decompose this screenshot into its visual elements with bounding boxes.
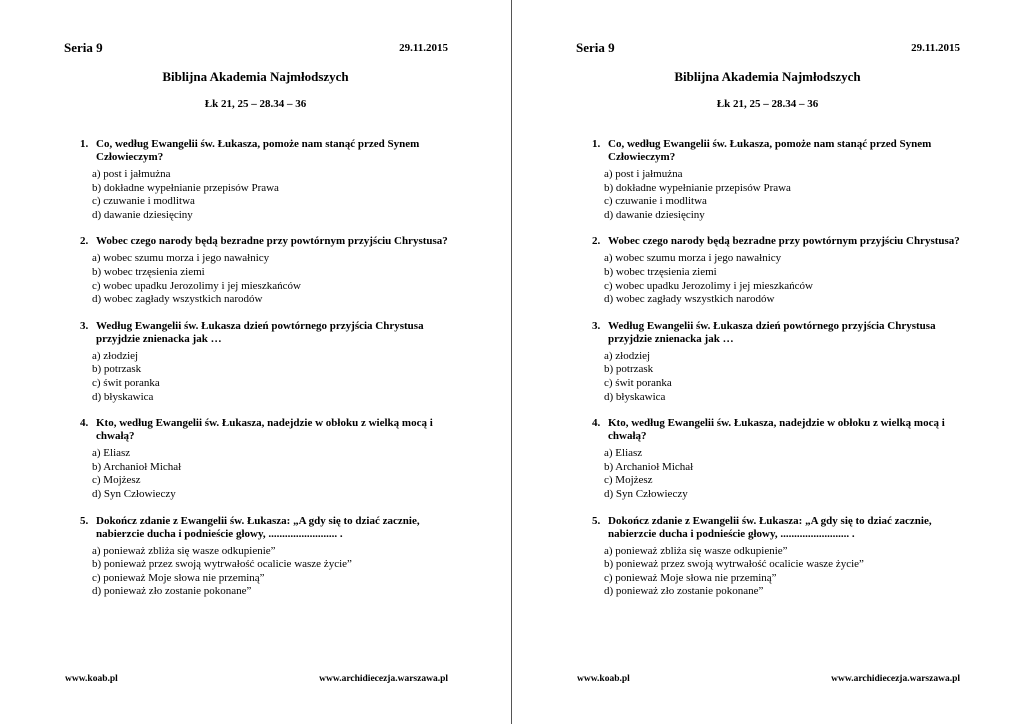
page-title-text: Biblijna Akademia Najmłodszych: [674, 69, 861, 84]
question-body: Dokończ zdanie z Ewangelii św. Łukasza: „A gdy się to dziać zacznie, nabierzcie ducha i podnieście głowy, ......................... .: [96, 514, 420, 540]
answer-option: a) ponieważ zbliża się wasze odkupienie”: [92, 544, 276, 557]
question-number: 4.: [592, 417, 601, 430]
answer-option: a) wobec szumu morza i jego nawałnicy: [604, 252, 782, 265]
answer-option: b) potrzask: [92, 363, 142, 376]
footer-link-koab[interactable]: www.koab.pl: [577, 674, 630, 684]
question-4: [592, 417, 972, 501]
page-title: [512, 69, 1023, 85]
header-row: [512, 40, 1023, 56]
date-label: 29.11.2015: [399, 42, 448, 54]
question-text: [80, 417, 460, 443]
question-number: 2.: [592, 235, 601, 248]
answer-option: b) wobec trzęsienia ziemi: [92, 265, 205, 278]
question-3: [592, 320, 972, 404]
question-number: 2.: [80, 235, 89, 248]
question-body: Co, według Ewangelii św. Łukasza, pomoże nam stanąć przed Synem Człowieczym?: [96, 138, 420, 163]
question-text: [592, 515, 972, 541]
answer-list: [80, 350, 460, 404]
question-text: [80, 138, 460, 164]
question-2: [80, 235, 460, 306]
footer-link-archidiecezja[interactable]: www.archidiecezja.warszawa.pl: [319, 674, 448, 684]
answer-option: c) wobec upadku Jerozolimy i jej mieszkańców: [604, 279, 813, 292]
question-text: [80, 515, 460, 541]
answer-option: a) wobec szumu morza i jego nawałnicy: [92, 252, 270, 265]
answer-option: d) błyskawica: [604, 390, 666, 403]
answer-option: c) świt poranka: [92, 376, 160, 389]
answer-option: c) wobec upadku Jerozolimy i jej mieszkańców: [92, 279, 301, 292]
question-body: Według Ewangelii św. Łukasza dzień powtórnego przyjścia Chrystusa przyjdzie znienacka jak …: [96, 319, 424, 345]
question-number: 3.: [592, 319, 601, 332]
answer-list: [592, 168, 972, 222]
scripture-reference: Łk 21, 25 – 28.34 – 36: [204, 98, 307, 110]
answer-option: b) Archanioł Michał: [92, 460, 182, 473]
answer-list: [80, 447, 460, 501]
date-label: 29.11.2015: [911, 42, 960, 54]
footer-link-koab[interactable]: www.koab.pl: [65, 674, 118, 684]
answer-option: c) Mojżesz: [92, 474, 141, 487]
page-title: [0, 69, 511, 85]
answer-option: d) wobec zagłady wszystkich narodów: [604, 293, 775, 306]
question-5: [80, 515, 460, 599]
answer-option: c) ponieważ Moje słowa nie przeminą”: [92, 571, 265, 584]
answer-option: b) ponieważ przez swoją wytrwałość ocalicie wasze życie”: [604, 558, 864, 571]
answer-option: a) złodziej: [92, 349, 139, 362]
header-row: [0, 40, 511, 56]
question-2: [592, 235, 972, 306]
answer-option: b) Archanioł Michał: [604, 460, 694, 473]
question-text: [80, 235, 460, 248]
scripture-reference: Łk 21, 25 – 28.34 – 36: [716, 98, 819, 110]
question-body: Co, według Ewangelii św. Łukasza, pomoże nam stanąć przed Synem Człowieczym?: [608, 138, 932, 163]
page-title-text: Biblijna Akademia Najmłodszych: [162, 69, 349, 84]
answer-option: c) Mojżesz: [604, 474, 653, 487]
question-1: [80, 138, 460, 222]
answer-list: [592, 350, 972, 404]
answer-option: d) Syn Człowieczy: [604, 487, 688, 500]
footer-link-archidiecezja[interactable]: www.archidiecezja.warszawa.pl: [831, 674, 960, 684]
quiz-sheet-left: [0, 0, 511, 724]
answer-option: c) czuwanie i modlitwa: [604, 195, 707, 208]
question-number: 4.: [80, 417, 89, 430]
quiz-sheet-right: [512, 0, 1023, 724]
question-body: Dokończ zdanie z Ewangelii św. Łukasza: „A gdy się to dziać zacznie, nabierzcie ducha i podnieście głowy, ......................... .: [608, 514, 932, 540]
answer-option: a) złodziej: [604, 349, 651, 362]
answer-option: a) ponieważ zbliża się wasze odkupienie”: [604, 544, 788, 557]
answer-list: [80, 168, 460, 222]
answer-option: a) Eliasz: [604, 447, 643, 460]
answer-option: c) ponieważ Moje słowa nie przeminą”: [604, 571, 777, 584]
question-body: Wobec czego narody będą bezradne przy powtórnym przyjściu Chrystusa?: [608, 235, 960, 248]
answer-option: a) post i jałmużna: [604, 168, 683, 180]
answer-list: [592, 252, 972, 306]
answer-list: [80, 545, 460, 599]
answer-list: [80, 252, 460, 306]
answer-option: b) ponieważ przez swoją wytrwałość ocalicie wasze życie”: [92, 558, 352, 571]
question-text: [592, 417, 972, 443]
question-text: [592, 235, 972, 248]
answer-option: d) błyskawica: [92, 390, 154, 403]
question-number: 1.: [592, 138, 601, 150]
answer-option: d) Syn Człowieczy: [92, 487, 176, 500]
question-list: [80, 138, 460, 612]
question-body: Według Ewangelii św. Łukasza dzień powtórnego przyjścia Chrystusa przyjdzie znienacka jak …: [608, 319, 936, 345]
question-number: 5.: [592, 514, 601, 527]
answer-option: d) ponieważ zło zostanie pokonane”: [604, 585, 764, 598]
answer-option: b) dokładne wypełnianie przepisów Prawa: [604, 181, 791, 194]
question-body: Kto, według Ewangelii św. Łukasza, nadejdzie w obłoku z wielką mocą i chwałą?: [608, 417, 945, 443]
answer-option: a) post i jałmużna: [92, 168, 171, 180]
answer-option: b) potrzask: [604, 363, 654, 376]
question-text: [592, 320, 972, 346]
question-1: [592, 138, 972, 222]
question-5: [592, 515, 972, 599]
question-number: 1.: [80, 138, 89, 150]
answer-option: b) wobec trzęsienia ziemi: [604, 265, 717, 278]
answer-option: d) dawanie dziesięciny: [604, 208, 705, 221]
answer-option: a) Eliasz: [92, 447, 131, 460]
answer-option: d) ponieważ zło zostanie pokonane”: [92, 585, 252, 598]
question-body: Kto, według Ewangelii św. Łukasza, nadejdzie w obłoku z wielką mocą i chwałą?: [96, 417, 433, 443]
question-number: 5.: [80, 514, 89, 527]
series-label: Seria 9: [576, 40, 615, 55]
series-label: Seria 9: [64, 40, 103, 55]
answer-option: b) dokładne wypełnianie przepisów Prawa: [92, 181, 279, 194]
answer-option: d) wobec zagłady wszystkich narodów: [92, 293, 263, 306]
answer-option: c) świt poranka: [604, 376, 672, 389]
answer-list: [592, 545, 972, 599]
question-list: [592, 138, 972, 612]
answer-option: d) dawanie dziesięciny: [92, 208, 193, 221]
question-number: 3.: [80, 319, 89, 332]
question-4: [80, 417, 460, 501]
question-3: [80, 320, 460, 404]
question-text: [592, 138, 972, 164]
answer-list: [592, 447, 972, 501]
question-body: Wobec czego narody będą bezradne przy powtórnym przyjściu Chrystusa?: [96, 235, 448, 248]
answer-option: c) czuwanie i modlitwa: [92, 195, 195, 208]
question-text: [80, 320, 460, 346]
